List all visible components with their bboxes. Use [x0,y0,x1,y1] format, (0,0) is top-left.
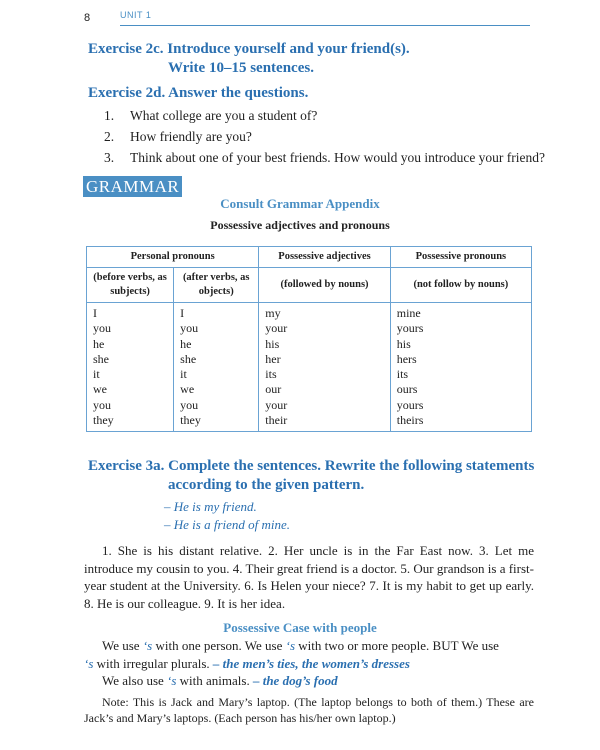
exercise-2d-label: Exercise 2d. [88,85,166,101]
possessive-case-paragraph-1 [84,637,534,655]
pronoun-cell: her [265,351,281,366]
grammar-banner: GRAMMAR [83,176,182,197]
pronoun-cell: its [396,367,409,382]
apostrophe-s: ‘s [142,638,153,653]
subheader-objects: (after verbs, as objects) [174,268,259,303]
exercise-2c-label: Exercise 2c. [88,41,164,57]
pronoun-cell: your [265,397,288,412]
pronoun-cell: my [265,306,281,320]
example-plurals: – the men’s ties, the women’s dresses [212,655,410,671]
pronoun-cell: mine [396,306,421,320]
header-rule [120,25,530,26]
pronoun-cell: he [93,336,105,351]
exercise-3a-sentences [84,542,534,612]
pronoun-cell: their [265,413,288,428]
pronoun-cell: they [93,413,114,428]
apostrophe-s: ‘s [84,655,94,671]
pronoun-cell: he [180,336,192,351]
table-header-row [87,247,532,268]
question-number: 3. [104,150,115,165]
pronoun-cell: she [93,351,109,366]
subheader-adjectives: (followed by nouns) [259,268,390,303]
subheader-pronouns: (not follow by nouns) [390,268,531,303]
object-pronoun-column [174,303,259,432]
exercise-2d-title: Answer the questions. [168,85,309,101]
apostrophe-s: ‘s [285,638,295,653]
pronoun-cell: we [180,382,195,397]
pronoun-cell: his [396,336,411,351]
pronoun-cell: you [180,321,199,336]
pattern-line-2: – He is a friend of mine. [164,517,291,532]
question-list [104,105,545,168]
pronoun-cell: yours [396,321,424,336]
pronoun-cell: ours [396,382,418,397]
possessive-case-paragraph-2 [84,672,534,690]
list-item [104,126,545,147]
possessives-table [86,246,532,432]
question-text: What college are you a student of? [130,108,318,123]
pronoun-cell: you [180,397,199,412]
exercise-2d-heading [88,84,308,103]
unit-label: UNIT 1 [120,10,152,20]
text-run: with irregular plurals. [93,655,213,671]
pronoun-cell: they [180,413,201,428]
pronoun-cell: you [93,397,111,412]
exercise-3a-text: 1. She is his distant relative. 2. Her uncle is in the Far East now. 3. Let me introduce my cousin to you. 4. Their great friend is a doctor. 5. Our grandson is a first-year student at the University. 6. Is Helen your niece? 7. It is my habit to get up early. 8. He is our colleague. 9. It is her idea. [84,543,534,611]
question-number: 2. [104,129,115,144]
possessive-note: Note: This is Jack and Mary’s laptop. (The laptop belongs to both of them.) These are Jack’s and Mary’s laptops. (Each person has his/her own laptop.) [84,695,534,725]
example-animals: – the dog’s food [252,673,338,688]
pronoun-cell: it [180,367,187,382]
page-number: 8 [84,12,91,24]
pronoun-cell: you [93,321,111,336]
pronoun-cell: theirs [396,413,424,428]
exercise-2c-line1: Introduce yourself and your friend(s). [167,41,410,57]
pattern-line-1: – He is my friend. [164,499,257,514]
exercise-3a-label: Exercise 3a. [88,458,165,474]
possessive-case-body [84,637,534,690]
pronoun-cell: I [93,306,97,320]
text-run: We use [102,638,143,653]
question-number: 1. [104,108,115,123]
text-run: We also use [102,673,168,688]
table-title: Possessive adjectives and pronouns [210,218,390,232]
pronoun-cell: its [265,367,277,382]
possessive-adjective-column [259,303,390,432]
text-run: with one person. We use [152,638,286,653]
pronoun-cell: hers [396,351,417,366]
header-possessive-adjectives: Possessive adjectives [259,247,390,268]
apostrophe-s: ‘s [167,673,177,688]
text-run: with animals. [176,673,253,688]
possessive-case-paragraph-1b [84,655,534,673]
possessive-case-title: Possessive Case with people [223,620,377,635]
question-text: Think about one of your best friends. How would you introduce your friend? [130,150,546,165]
list-item [104,147,545,168]
question-text: How friendly are you? [130,129,252,144]
exercise-3a-heading [88,457,534,495]
exercise-3a-line2: according to the given pattern. [168,477,365,493]
possessive-pronoun-column [390,303,531,432]
subheader-subjects: (before verbs, as subjects) [87,268,174,303]
subject-pronoun-column [87,303,174,432]
exercise-2c-line2: Write 10–15 sentences. [168,60,314,76]
text-run: with two or more people. BUT We use [295,638,499,653]
pattern-example [164,498,290,534]
pronoun-cell: your [265,321,288,336]
pronoun-cell: his [265,336,280,351]
exercise-2c-heading [88,40,410,78]
pronoun-cell: I [180,306,185,320]
header-possessive-pronouns: Possessive pronouns [390,247,531,268]
exercise-3a-line1: Complete the sentences. Rewrite the following statements [168,458,535,474]
list-item [104,105,545,126]
header-personal-pronouns: Personal pronouns [87,247,259,268]
pronoun-cell: our [265,382,282,397]
table-row [87,303,532,432]
table-subheader-row [87,268,532,303]
consult-appendix-title: Consult Grammar Appendix [220,196,380,211]
pronoun-cell: we [93,382,107,397]
pronoun-cell: she [180,351,197,366]
pronoun-cell: yours [396,397,424,412]
page-header [84,10,530,30]
pronoun-cell: it [93,367,100,382]
